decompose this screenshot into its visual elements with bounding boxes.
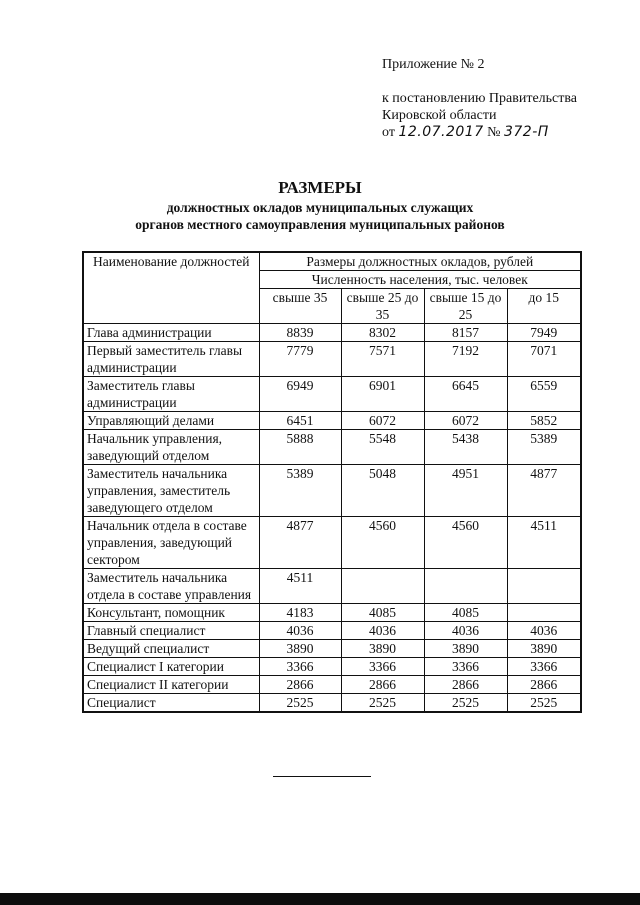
salary-cell: 4560 <box>341 517 424 569</box>
salary-cell: 6072 <box>341 412 424 430</box>
salary-cell: 2866 <box>341 676 424 694</box>
position-cell: Начальник отдела в составе управления, заведующий сектором <box>83 517 259 569</box>
salary-cell: 3366 <box>259 658 341 676</box>
table-row <box>83 412 581 430</box>
document-subtitle <box>0 199 640 233</box>
salary-cell <box>507 569 581 604</box>
salary-cell: 3890 <box>341 640 424 658</box>
salary-cell: 5852 <box>507 412 581 430</box>
date-prefix: от <box>382 125 395 140</box>
header-group: до 15 <box>507 289 581 324</box>
table-row <box>83 640 581 658</box>
header-group: свыше 25 до 35 <box>341 289 424 324</box>
salary-cell: 6901 <box>341 377 424 412</box>
salary-cell: 4951 <box>424 465 507 517</box>
position-cell: Специалист <box>83 694 259 713</box>
salary-cell: 6949 <box>259 377 341 412</box>
salary-cell: 4183 <box>259 604 341 622</box>
salary-cell: 2866 <box>259 676 341 694</box>
salary-cell: 3366 <box>341 658 424 676</box>
salary-cell: 4877 <box>259 517 341 569</box>
position-cell: Ведущий специалист <box>83 640 259 658</box>
position-cell: Специалист II категории <box>83 676 259 694</box>
salary-cell: 4036 <box>341 622 424 640</box>
salary-cell: 4511 <box>259 569 341 604</box>
appendix-number: Приложение № 2 <box>382 57 485 72</box>
salary-cell: 3366 <box>424 658 507 676</box>
table-row <box>83 658 581 676</box>
appendix-region: Кировской области <box>382 108 497 123</box>
appendix-decree: к постановлению Правительства <box>382 91 578 106</box>
salary-cell: 2866 <box>507 676 581 694</box>
salary-cell: 3890 <box>424 640 507 658</box>
header-group: свыше 35 <box>259 289 341 324</box>
salary-cell: 4560 <box>424 517 507 569</box>
salary-cell: 8157 <box>424 324 507 342</box>
salary-cell: 6645 <box>424 377 507 412</box>
salary-cell: 5548 <box>341 430 424 465</box>
salary-cell: 3890 <box>259 640 341 658</box>
salary-cell: 6072 <box>424 412 507 430</box>
salary-cell: 4877 <box>507 465 581 517</box>
salary-cell: 4036 <box>424 622 507 640</box>
salary-cell: 3366 <box>507 658 581 676</box>
signature-line <box>273 776 371 777</box>
table-row <box>83 569 581 604</box>
document-title: РАЗМЕРЫ <box>278 178 362 197</box>
salary-cell <box>507 604 581 622</box>
salary-cell: 5048 <box>341 465 424 517</box>
salary-cell: 2866 <box>424 676 507 694</box>
salary-cell: 6451 <box>259 412 341 430</box>
salary-cell: 2525 <box>259 694 341 713</box>
salary-cell: 7192 <box>424 342 507 377</box>
salary-cell: 4085 <box>424 604 507 622</box>
salary-cell: 2525 <box>424 694 507 713</box>
position-cell: Управляющий делами <box>83 412 259 430</box>
salary-cell: 3890 <box>507 640 581 658</box>
table-row <box>83 465 581 517</box>
table-row <box>83 324 581 342</box>
salary-cell <box>424 569 507 604</box>
salary-cell: 2525 <box>341 694 424 713</box>
salary-cell: 4511 <box>507 517 581 569</box>
appendix-block <box>382 56 632 141</box>
salary-cell: 2525 <box>507 694 581 713</box>
handwritten-number: 372-П <box>503 124 549 140</box>
position-cell: Первый заместитель главы администрации <box>83 342 259 377</box>
salary-cell <box>341 569 424 604</box>
table-row <box>83 676 581 694</box>
salary-cell: 6559 <box>507 377 581 412</box>
handwritten-date: 12.07.2017 <box>398 124 484 140</box>
position-cell: Заместитель начальника отдела в составе управления <box>83 569 259 604</box>
table-row <box>83 604 581 622</box>
position-cell: Специалист I категории <box>83 658 259 676</box>
table-row <box>83 342 581 377</box>
header-population: Численность населения, тыс. человек <box>259 271 581 289</box>
table-row <box>83 517 581 569</box>
salary-cell: 7571 <box>341 342 424 377</box>
salary-cell: 5389 <box>507 430 581 465</box>
table-row <box>83 377 581 412</box>
salary-table <box>82 251 582 713</box>
subtitle-line-1: должностных окладов муниципальных служащих <box>166 200 474 215</box>
salary-cell: 4085 <box>341 604 424 622</box>
position-cell: Начальник управления, заведующий отделом <box>83 430 259 465</box>
header-position-name: Наименование должностей <box>83 252 259 324</box>
position-cell: Главный специалист <box>83 622 259 640</box>
salary-cell: 4036 <box>259 622 341 640</box>
salary-cell: 8839 <box>259 324 341 342</box>
salary-cell: 5389 <box>259 465 341 517</box>
table-row <box>83 694 581 713</box>
number-prefix: № <box>487 125 501 140</box>
header-group: свыше 15 до 25 <box>424 289 507 324</box>
salary-cell: 5888 <box>259 430 341 465</box>
table-row <box>83 622 581 640</box>
subtitle-line-2: органов местного самоуправления муниципальных районов <box>135 217 505 232</box>
position-cell: Консультант, помощник <box>83 604 259 622</box>
position-cell: Заместитель главы администрации <box>83 377 259 412</box>
salary-cell: 4036 <box>507 622 581 640</box>
salary-cell: 5438 <box>424 430 507 465</box>
salary-cell: 7071 <box>507 342 581 377</box>
scan-border <box>0 893 640 905</box>
position-cell: Глава администрации <box>83 324 259 342</box>
salary-cell: 7779 <box>259 342 341 377</box>
table-row <box>83 430 581 465</box>
salary-cell: 7949 <box>507 324 581 342</box>
appendix-date-line <box>382 124 632 141</box>
header-salary-sizes: Размеры должностных окладов, рублей <box>259 252 581 271</box>
salary-cell: 8302 <box>341 324 424 342</box>
position-cell: Заместитель начальника управления, заместитель заведующего отделом <box>83 465 259 517</box>
